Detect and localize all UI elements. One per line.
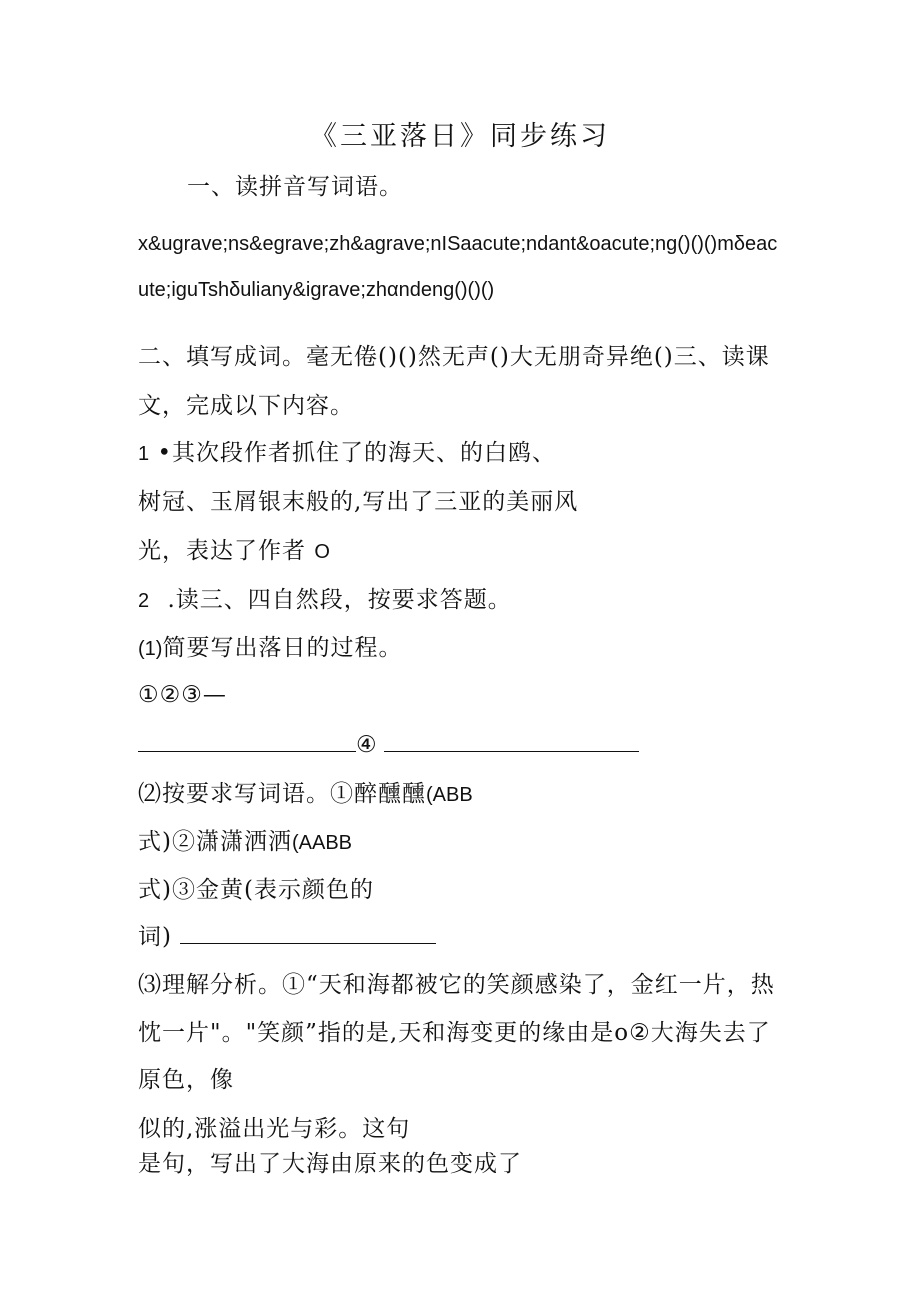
subquestion-2-line-2 xyxy=(138,827,352,858)
subquestion-2-text-4: 词) xyxy=(138,924,172,950)
subquestion-2-text-2: 式)②潇潇洒洒 xyxy=(138,829,292,855)
subquestion-2-text-1: ⑵按要求写词语。①醉醺醺 xyxy=(138,781,426,807)
question-1-line-3 xyxy=(138,536,330,567)
section1-heading: 一、读拼音写词语。 xyxy=(187,174,403,200)
question-1-line-1 xyxy=(138,438,556,469)
subquestion-1-prefix: (1) xyxy=(138,638,163,660)
question-2-text: .读三、四自然段，按要求答题。 xyxy=(167,587,512,613)
question-1-end-mark: O xyxy=(314,541,330,563)
question-1-text-1: •其次段作者抓住了的海天、的白鸥、 xyxy=(157,440,557,466)
subquestion-2-pattern-2: (AABB xyxy=(291,832,353,854)
subquestion-3-line-3: 原色，像 xyxy=(138,1067,234,1093)
question-2-number: 2 xyxy=(138,590,150,612)
answer-blank-step-3[interactable] xyxy=(138,731,356,752)
subquestion-2-line-3: 式)③金黄(表示颜色的 xyxy=(138,877,374,903)
section2-line-1: 二、填写成词。毫无倦()()然无声()大无朋奇异绝()三、读课 xyxy=(138,344,770,370)
answer-blank-step-4[interactable] xyxy=(384,731,639,752)
step-4-marker: ④ xyxy=(356,732,378,758)
subquestion-1 xyxy=(138,633,402,664)
section2-line-2: 文，完成以下内容。 xyxy=(138,393,354,419)
subquestion-2-line-1 xyxy=(138,779,473,810)
document-title: 《三亚落日》同步练习 xyxy=(310,121,610,152)
pinyin-line-2: ute;iguTshδulіany&igrave;zhαndeng()()() xyxy=(138,279,495,301)
question-1-line-2: 树冠、玉屑银末般的,写出了三亚的美丽风 xyxy=(138,489,579,515)
pinyin-line-1: x&ugrave;ns&egrave;zh&agrave;nISaacute;ndant&oacute;ng()()()mδeac xyxy=(138,233,778,255)
subquestion-2-line-4 xyxy=(138,922,436,952)
subquestion-1-text: 简要写出落日的过程。 xyxy=(162,635,403,661)
question-1-text-3: 光，表达了作者 xyxy=(138,538,306,564)
subquestion-3-line-5: 是句，写出了大海由原来的色变成了 xyxy=(138,1151,522,1177)
answer-blank-color-word[interactable] xyxy=(180,923,436,944)
sunset-steps-line: ①②③— xyxy=(138,682,227,708)
subquestion-2-pattern-1: (ABB xyxy=(426,784,473,806)
question-1-number: 1 xyxy=(138,443,150,465)
subquestion-3-line-1: ⑶理解分析。①“天和海都被它的笑颜感染了，金红一片，热 xyxy=(138,972,775,998)
subquestion-3-line-4: 似的,涨溢出光与彩。这句 xyxy=(138,1116,411,1142)
question-2-line-1 xyxy=(138,585,512,616)
sunset-step-4-line xyxy=(138,730,639,760)
subquestion-3-line-2: 忱一片"。"笑颜”指的是,天和海变更的缘由是o②大海失去了 xyxy=(138,1020,771,1046)
